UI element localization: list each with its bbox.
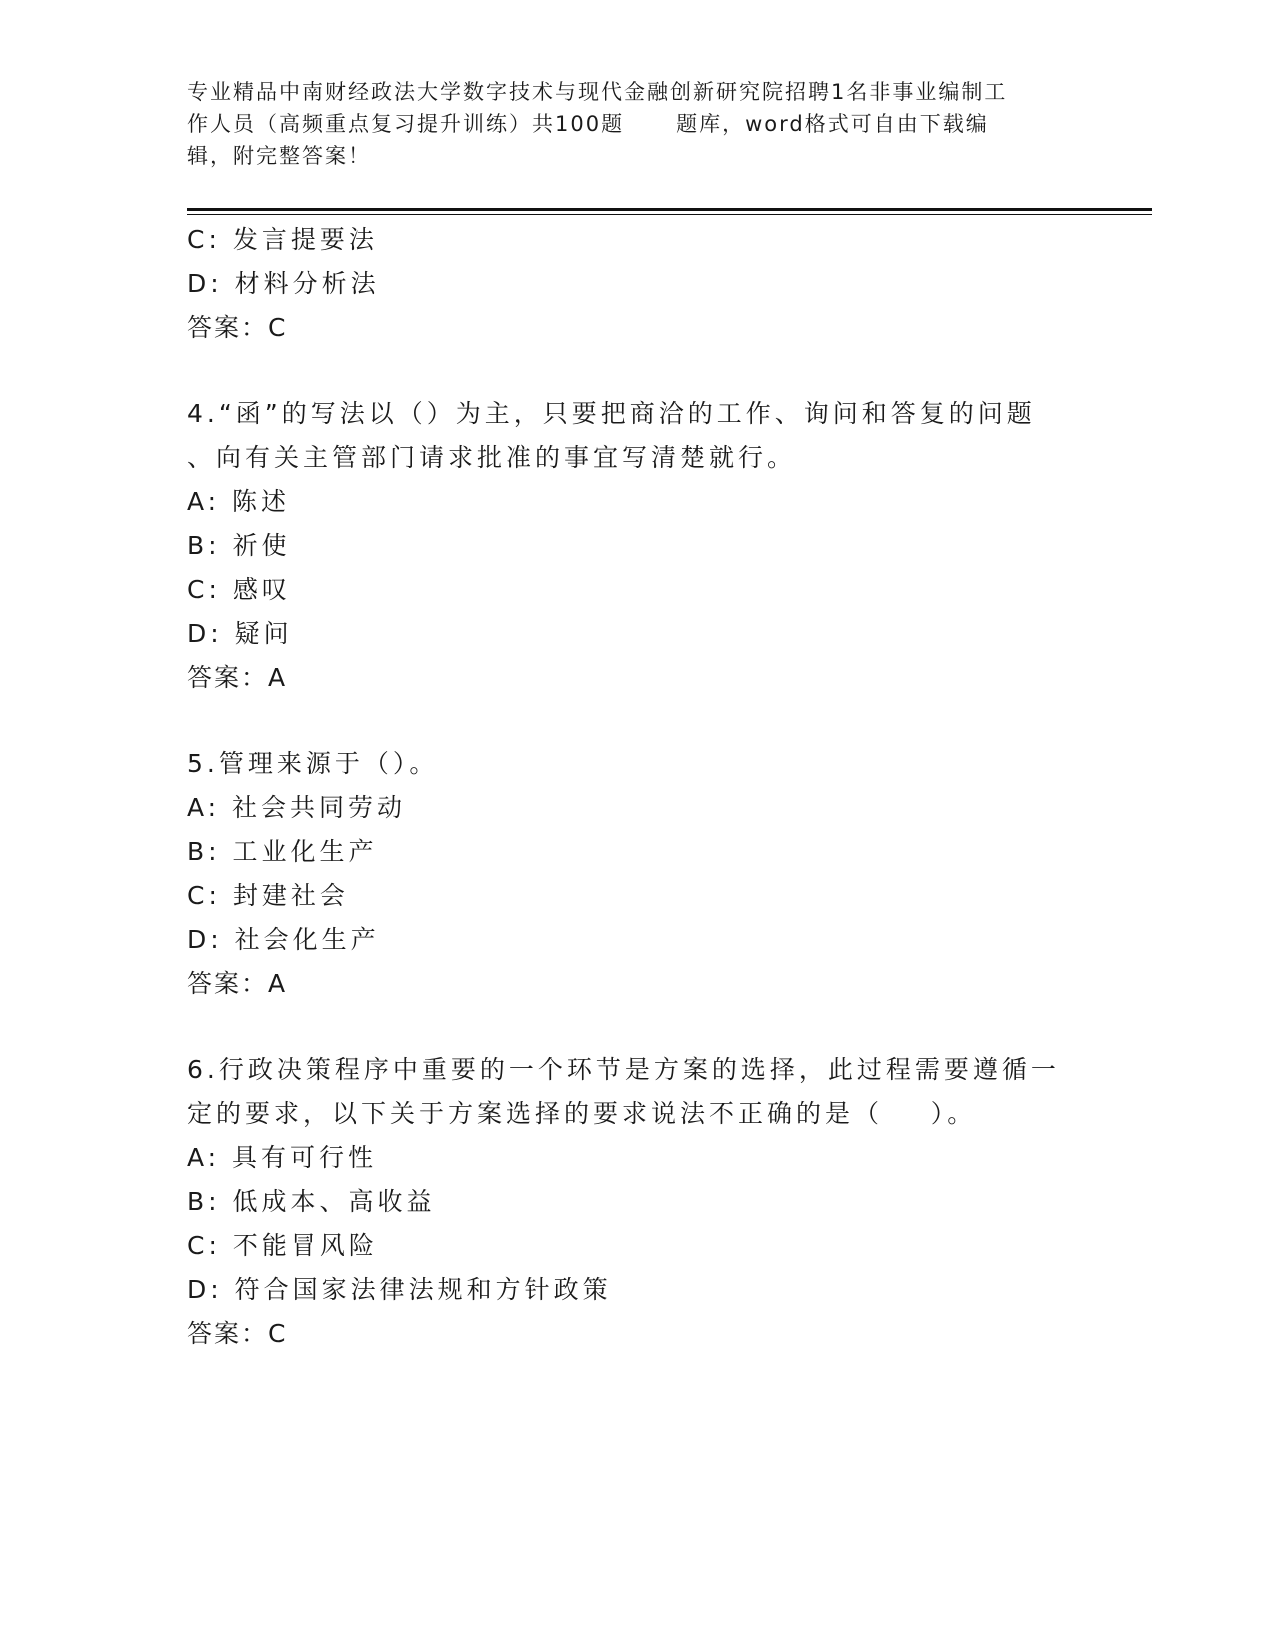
q6-option-d: D: 符合国家法律法规和方针政策 <box>187 1275 612 1304</box>
q4-option-b: B: 祈使 <box>187 531 291 560</box>
q3-answer: 答案：C <box>187 313 288 342</box>
q6-stem-line-2: 定的要求，以下关于方案选择的要求说法不正确的是（ ）。 <box>187 1099 977 1128</box>
q4-option-c: C: 感叹 <box>187 575 291 604</box>
q6-option-a: A: 具有可行性 <box>187 1143 378 1172</box>
q4-option-d: D: 疑问 <box>187 619 293 648</box>
q3-option-c: C: 发言提要法 <box>187 225 378 254</box>
header-rule-thin <box>187 214 1152 215</box>
q5-option-d: D: 社会化生产 <box>187 925 380 954</box>
q5-answer: 答案：A <box>187 969 288 998</box>
q6-stem-line-1: 6.行政决策程序中重要的一个环节是方案的选择，此过程需要遵循一 <box>187 1055 1060 1084</box>
q5-option-c: C: 封建社会 <box>187 881 349 910</box>
header-line-1: 专业精品中南财经政法大学数字技术与现代金融创新研究院招聘1名非事业编制工 <box>187 80 1008 104</box>
q4-stem-line-1: 4.“函”的写法以（）为主，只要把商洽的工作、询问和答复的问题 <box>187 399 1036 428</box>
header-line-3: 辑，附完整答案！ <box>187 144 371 168</box>
header-line-2: 作人员（高频重点复习提升训练）共100题 题库，word格式可自由下载编 <box>187 112 989 136</box>
q5-stem-line-1: 5.管理来源于（）。 <box>187 749 439 778</box>
header-rule-thick <box>187 208 1152 211</box>
q4-option-a: A: 陈述 <box>187 487 291 516</box>
q6-option-c: C: 不能冒风险 <box>187 1231 378 1260</box>
q6-answer: 答案：C <box>187 1319 288 1348</box>
q5-option-b: B: 工业化生产 <box>187 837 378 866</box>
q4-answer: 答案：A <box>187 663 288 692</box>
q5-option-a: A: 社会共同劳动 <box>187 793 407 822</box>
q4-stem-line-2: 、向有关主管部门请求批准的事宜写清楚就行。 <box>187 443 797 472</box>
q6-option-b: B: 低成本、高收益 <box>187 1187 436 1216</box>
document-header <box>187 76 1087 172</box>
q3-option-d: D: 材料分析法 <box>187 269 380 298</box>
